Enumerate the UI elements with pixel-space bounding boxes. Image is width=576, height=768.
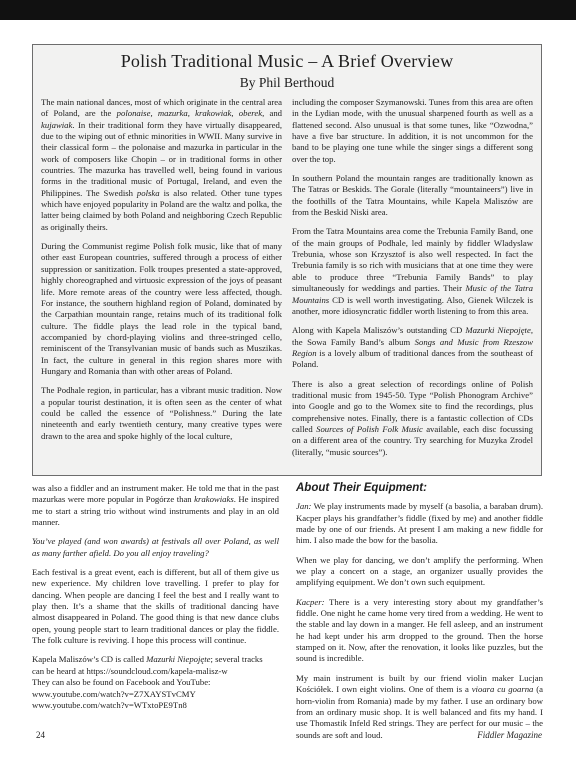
paragraph: was also a fiddler and an instrument maker. He told me that in the past mazurkas were more popular in Pogórze than krakowiaks. He inspired me to start a string trio without wind instruments and play in an old manner. [32, 483, 279, 528]
paragraph: Each festival is a great event, each is different, but all of them give us new experience. My children love travelling. I prefer to play for dancing. When people are dancing I feel the best and I really want to play then. It’s a shame that the skills of traditional dancing have almost disappeared in Poland. The good thing is that new dance clubs open, young people start to learn traditional dances or play the fiddle. The folk culture is reviving. I hope this process will continue. [32, 567, 279, 646]
paragraph: From the Tatra Mountains area come the Trebunia Family Band, one of the main groups of Podhale, led mainly by fiddler Wladyslaw Trebunia, whose son Krzysztof is also well respected. In fact the Trebunia family is so rich with musicians that at one time they were able to produce three “Trebunia Family Bands” to play simultaneously for weddings and parties. Their Music of the Tatra Mountains CD is well worth investigating. Also, Gienek Wilczek is another, more idiosyncratic fiddler worth listening to from this area. [292, 226, 533, 316]
paragraph: In southern Poland the mountain ranges are traditionally known as The Tatras or Beskids. The Gorale (literally “mountaineers”) live in the foothills of the Tatra Mountains, while Kapela Maliszów are from the Beskid Niski area. [292, 173, 533, 218]
paragraph: including the composer Szymanowski. Tunes from this area are often in the Lydian mode, with the unusual sharpened fourth as well as a flattened second. Also unusual is that some tunes, like “Ozwodna,” have a five bar structure. In addition, it is not uncommon for the band to be playing one tune while the singer sings a different song over the top. [292, 97, 533, 164]
paragraph: You’ve played (and won awards) at festivals all over Poland, as well as many farther afield. Do you all enjoy traveling? [32, 536, 279, 558]
paragraph: Kapela Maliszów’s CD is called Mazurki Niepojęte; several tracks can be heard at https://soundcloud.com/kapela-malisz-w They can also be found on Facebook and YouTube: www.youtube.com/watch?v=Z7XAYSTvCMY www.youtube.com/watch?v=WTxtoPE9Tn8 [32, 654, 263, 710]
italic-text: Sources of Polish Folk Music [316, 423, 423, 434]
paragraph: The Podhale region, in particular, has a vibrant music tradition. Now a popular tourist destination, it is often seen as the center of what could be called the essence of “Polishness.” During the late nineteenth and early twentieth century, many creative types were drawn to the area and spoke highly of the local culture, [41, 385, 282, 441]
sidebar-right-column [292, 97, 533, 466]
italic-text: polska [136, 187, 160, 198]
italic-text: mazurka [157, 108, 188, 119]
italic-text: krakowiak [195, 108, 232, 119]
sidebar-box [32, 44, 542, 476]
italic-text: Jan: [296, 501, 312, 512]
italic-text: Mazurki Niepojęte [146, 654, 211, 665]
italic-text: vioara cu goarna [471, 684, 534, 695]
paragraph: Jan: We play instruments made by myself (a basolia, a baraban drum). Kacper plays his grandfather’s fiddle (fixed by me) and another fiddle made by one of our friends. At present I am making a new fiddle for him. I also made the bow for the basolia. [296, 501, 543, 546]
magazine-name: Fiddler Magazine [477, 730, 542, 740]
sidebar-left-column [41, 97, 282, 450]
paragraph: My main instrument is built by our friend violin maker Lucjan Kościółek. I own eight violins. One of them is a vioara cu goarna (a horn-violin from Romania) made by my father. I use an ordinary bow from an ordinary music shop. It is well balanced and fits my hand. I use Thomastik Infeld Red strings. They are perfect for our music – the sounds are soft and loud. [296, 672, 543, 740]
italic-text: Songs and Music from Rzeszow Region [292, 336, 533, 358]
italic-text: polonaise [116, 108, 151, 119]
article-right-column [296, 483, 543, 749]
paragraph: There is also a great selection of recordings online of Polish traditional music from 1945-50. Type “Polish Phonogram Archive” into Google and go to the Womex site to find the recordings, plus comprehensive notes. Finally, there is a fantastic collection of CDs called Sources of Polish Folk Music available, each disc focussing on a different area of the country. Try searching for Muzyka Zrodel (literally, “music sources”). [292, 378, 534, 457]
paragraph: The main national dances, most of which originate in the central area of Poland, are the polonaise, mazurka, krakowiak, oberek, and kujawiak. In their traditional form they have virtually disappeared, due to the wiping out of ethnic minorities in WWII. Many survive in their classical form – the polonaise and mazurka in particular in the work of composers like Chopin – or in traditional forms in other countries. The mazurka has travelled well, being found in various forms in the traditional music of Portugal, Ireland, and even the Philippines. The Swedish polska is also related. Other tune types which have enjoyed popularity in Poland are the waltz and polka, the latter being claimed by both Poland and neighboring Czech Republic as originally theirs. [41, 97, 283, 232]
page-number: 24 [36, 730, 45, 740]
article-left-column [32, 483, 279, 719]
equipment-body [296, 501, 543, 741]
italic-text: Kacper: [296, 596, 325, 607]
italic-text: oberek [238, 108, 263, 119]
paragraph: During the Communist regime Polish folk music, like that of many other east European countries, suffered through a process of either suppression or sanitization. Folk troupes presented a state-approved, highly choreographed and virtuosic expression of the joys of peasant life. More remote areas of the country were less affected, though. For instance, the southern highland region of Poland, dominated by the Carpathian mountain range, retains much of its traditional folk culture. The fiddle plays the lead role in the typical band, accompanied by chord-playing violins and three-stringed cello, reminiscent of the Transylvanian music of bands such as Muszikas. In fact, the culture in general in this region shares more with Hungary and Romania than with other areas of Poland. [41, 241, 282, 376]
equipment-heading: About Their Equipment: [296, 482, 427, 494]
italic-text: Music of the Tatra Mountains [292, 283, 533, 305]
italic-text: kujawiak [41, 119, 73, 130]
top-bar [0, 0, 576, 20]
sidebar-byline: By Phil Berthoud [239, 75, 335, 90]
italic-text: Mazurki Niepojęte [465, 325, 531, 336]
sidebar-title: Polish Traditional Music – A Brief Overview [120, 51, 454, 71]
paragraph: When we play for dancing, we don’t amplify the performing. When we play a concert on a stage, an organizer usually provides the amplifying equipment. We don’t own such equipment. [296, 554, 543, 588]
italic-text: krakowiaks [194, 494, 234, 505]
paragraph: Kacper: There is a very interesting story about my grandfather’s fiddle. One night he came home very tired from a wedding. He went to the stable and lay down in a manger. He fell asleep, and an instrument he had kept under his arm dropped to the ground. Then the horse stamped on it. Now, after the renovation, it looks like puzzles, but the sound is incredible. [296, 596, 543, 664]
paragraph: Along with Kapela Maliszów’s outstanding CD Mazurki Niepojęte, the Sowa Family Band’s album Songs and Music from Rzeszow Region is a lovely album of traditional dances from the southeast of Poland. [292, 325, 533, 370]
